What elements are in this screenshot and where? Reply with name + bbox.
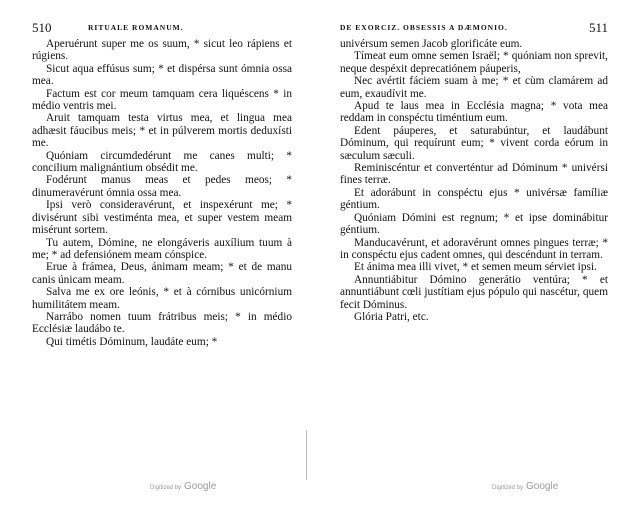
- watermark: [150, 481, 216, 492]
- verse-paragraph: Quóniam circumdedérunt me canes multi; * concilium malignántium obsédit me.: [32, 149, 292, 175]
- verse-paragraph: Aperuérunt super me os suum, * sicut leo rápiens et rúgiens.: [32, 38, 292, 63]
- verse-paragraph: Nec avértit fáciem suam à me; * et cùm clamárem ad eum, exaudívit me.: [340, 75, 608, 100]
- verse-paragraph: Fodérunt manus meas et pedes meos; * dinumeravérunt ómnia ossa mea.: [32, 174, 292, 199]
- gutter-line: [306, 430, 307, 480]
- verse-paragraph: Qui timétis Dóminum, laudáte eum; *: [46, 335, 218, 348]
- verse-paragraph: Narrábo nomen tuum frátribus meis; * in médio Ecclésiæ laudábo te.: [32, 310, 292, 336]
- page-number: 511: [588, 20, 608, 35]
- right-page: [312, 0, 630, 508]
- verse-paragraph: Aruit tamquam testa virtus mea, et lingua mea adhæsit fáucibus meis; * et in púlverem mortis deduxísti me.: [32, 112, 292, 150]
- verse-paragraph: Sicut aqua effúsus sum; * et dispérsa sunt ómnia ossa mea.: [32, 62, 292, 88]
- left-page: [0, 0, 300, 508]
- verse-paragraph: Reminiscéntur et converténtur ad Dóminum * univérsi fines terræ.: [340, 162, 608, 187]
- verse-paragraph: Ipsi verò consideravérunt, et inspexérunt me; * divisérunt sibi vestiménta mea, et super vestem meam misérunt sortem.: [32, 199, 292, 237]
- verse-paragraph: Quóniam Dómini est regnum; * et ipse dominábitur géntium.: [340, 211, 608, 237]
- verse-paragraph: Edent páuperes, et saturabúntur, et laudábunt Dóminum, qui requírunt eum; * vivent corda eórum in sæculum sæculi.: [340, 124, 608, 162]
- right-page-text: [340, 38, 608, 323]
- running-title: DE EXORCIZ. OBSESSIS A DÆMONIO.: [340, 23, 508, 32]
- watermark-brand: Google: [526, 481, 559, 492]
- verse-paragraph: Manducavérunt, et adoravérunt omnes pingues terræ; * in conspéctu ejus cadent omnes, qui descéndunt in terram.: [340, 236, 608, 261]
- verse-paragraph: Salva me ex ore leónis, * et à córnibus unicórnium humilitátem meam.: [32, 286, 292, 311]
- left-page-text: [32, 38, 292, 348]
- verse-paragraph: Tímeat eum omne semen Israël; * quóniam non sprevit, neque despéxit deprecatiónem páuperis,: [340, 50, 608, 75]
- verse-paragraph: Glória Patri, etc.: [354, 310, 429, 323]
- verse-paragraph: Et adorábunt in conspéctu ejus * univérsæ famíliæ géntium.: [340, 186, 608, 212]
- verse-paragraph: Et ánima mea illi vivet, * et semen meum sérviet ipsi.: [354, 261, 597, 274]
- verse-paragraph: Apud te laus mea in Ecclésia magna; * vota mea reddam in conspéctu timéntium eum.: [340, 100, 608, 125]
- watermark-prefix: Digitized by: [492, 485, 524, 491]
- running-title: RITUALE ROMANUM.: [88, 23, 184, 32]
- left-page-header: [32, 20, 292, 38]
- verse-paragraph: Erue à frámea, Deus, ánimam meam; * et de manu canis únicam meam.: [32, 261, 292, 286]
- page-number: 510: [32, 20, 52, 35]
- watermark-prefix: Digitized by: [150, 485, 182, 491]
- verse-paragraph: Factum est cor meum tamquam cera liquéscens * in médio ventris mei.: [32, 87, 292, 113]
- book-gutter: [302, 0, 310, 508]
- right-page-header: [340, 20, 608, 38]
- continuation-line: univérsum semen Jacob glorificáte eum.: [340, 38, 523, 50]
- verse-paragraph: Annuntiábitur Dómino generátio ventúra; * et annuntiábunt cœli justítiam ejus pópulo qui nascétur, quem fecit Dóminus.: [340, 273, 608, 311]
- watermark-brand: Google: [184, 481, 217, 492]
- watermark: [492, 481, 558, 492]
- verse-paragraph: Tu autem, Dómine, ne elongáveris auxílium tuum à me; * ad defensiónem meam cónspice.: [32, 236, 292, 261]
